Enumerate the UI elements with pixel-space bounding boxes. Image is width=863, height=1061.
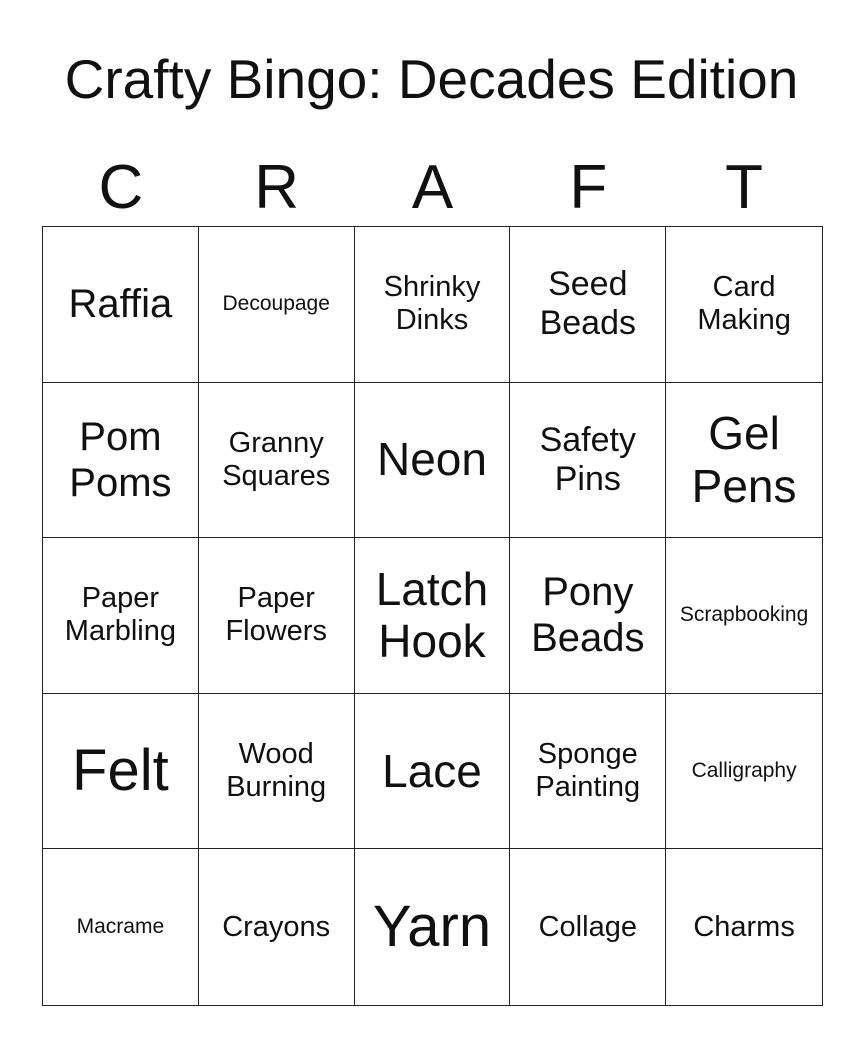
bingo-cell[interactable] — [43, 383, 199, 539]
cell-text: Safety Pins — [539, 420, 636, 498]
cell-text: Gel Pens — [691, 407, 797, 512]
bingo-cell[interactable] — [355, 538, 511, 694]
bingo-cell[interactable] — [666, 383, 822, 539]
bingo-cell[interactable] — [666, 538, 822, 694]
bingo-header — [43, 152, 822, 224]
cell-text: Paper Marbling — [64, 582, 176, 648]
cell-text: Crayons — [222, 910, 331, 943]
cell-text: Wood Burning — [226, 737, 327, 804]
cell-text: Latch Hook — [375, 562, 489, 668]
bingo-cell[interactable] — [199, 849, 355, 1005]
cell-text: Collage — [538, 910, 637, 943]
bingo-cell[interactable] — [355, 383, 511, 539]
cell-text: Pom Poms — [69, 414, 172, 505]
cell-text: Macrame — [76, 915, 165, 939]
cell-text: Decoupage — [222, 292, 330, 316]
bingo-cell[interactable] — [43, 849, 199, 1005]
bingo-cell[interactable] — [199, 227, 355, 383]
cell-text: Seed Beads — [539, 265, 636, 343]
cell-text: Pony Beads — [531, 570, 645, 661]
bingo-cell[interactable] — [199, 383, 355, 539]
cell-text: Paper Flowers — [225, 582, 327, 648]
bingo-cell[interactable] — [43, 227, 199, 383]
bingo-cell[interactable] — [666, 694, 822, 850]
bingo-cell[interactable] — [355, 227, 511, 383]
bingo-cell[interactable] — [510, 227, 666, 383]
bingo-cell[interactable] — [666, 849, 822, 1005]
header-letter: C — [98, 153, 144, 222]
cell-text: Felt — [72, 737, 169, 803]
header-letter: A — [411, 153, 454, 222]
bingo-cell[interactable] — [199, 538, 355, 694]
bingo-cell[interactable] — [510, 849, 666, 1005]
cell-text: Lace — [382, 744, 482, 797]
bingo-cell[interactable] — [43, 694, 199, 850]
bingo-cell[interactable] — [199, 694, 355, 850]
cell-text: Sponge Painting — [535, 737, 641, 804]
header-letter: R — [254, 153, 300, 222]
bingo-cell[interactable] — [43, 538, 199, 694]
cell-text: Card Making — [697, 270, 791, 337]
cell-text: Raffia — [68, 282, 173, 327]
bingo-grid — [42, 226, 823, 1006]
bingo-cell[interactable] — [510, 538, 666, 694]
bingo-cell[interactable] — [355, 694, 511, 850]
cell-text: Shrinky Dinks — [383, 270, 481, 337]
bingo-cell[interactable] — [355, 849, 511, 1005]
bingo-cell[interactable] — [510, 383, 666, 539]
cell-text: Scrapbooking — [679, 603, 809, 627]
page-title: Crafty Bingo: Decades Edition — [64, 48, 799, 110]
header-letter: T — [725, 153, 764, 222]
cell-text: Calligraphy — [691, 759, 797, 783]
cell-text: Granny Squares — [222, 426, 331, 492]
cell-text: Neon — [377, 433, 487, 486]
cell-text: Yarn — [372, 893, 492, 959]
bingo-cell[interactable] — [666, 227, 822, 383]
cell-text: Charms — [693, 910, 795, 943]
bingo-cell[interactable] — [510, 694, 666, 850]
header-letter: F — [569, 153, 608, 222]
